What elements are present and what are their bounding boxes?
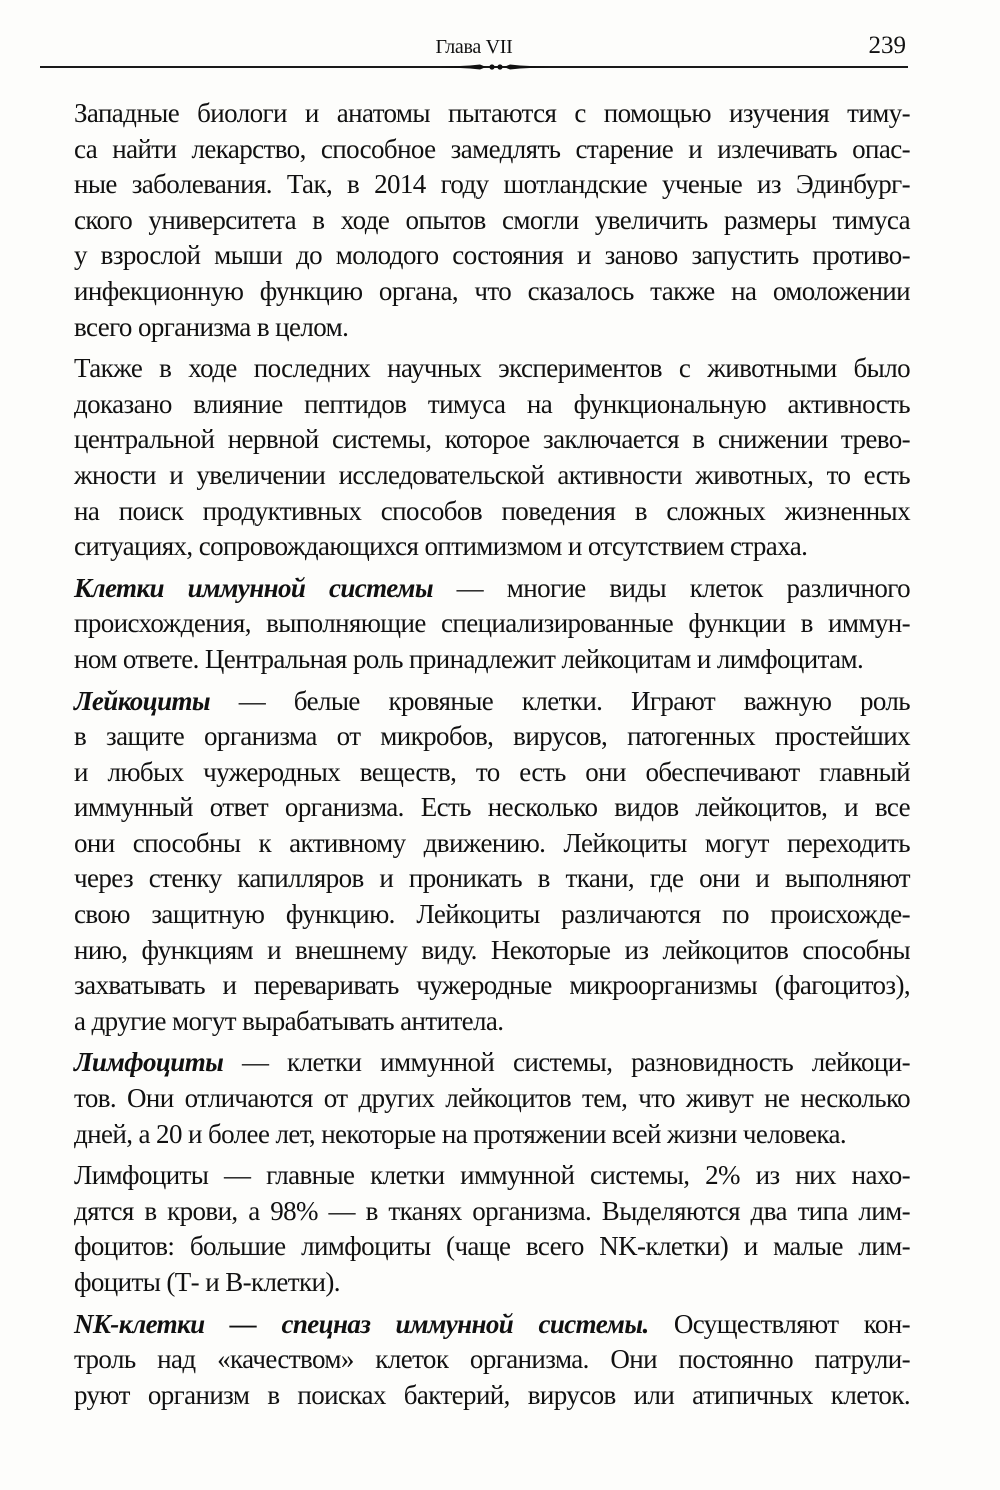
defined-term: Лейкоциты [74, 685, 211, 716]
text-line: центральной нервной системы, которое заключается в снижении трево- [74, 424, 910, 455]
paragraph [74, 1045, 910, 1152]
text-line: Лимфоциты — главные клетки иммунной системы, 2% из них нахо- [74, 1160, 910, 1191]
text-line: ном ответе. Центральная роль принадлежит лейкоцитам и лимфоцитам. [74, 643, 864, 674]
defined-term: NK-клетки — спецназ иммунной системы. [74, 1308, 649, 1339]
defined-term: Клетки иммунной системы [74, 572, 433, 603]
paragraph [74, 96, 910, 345]
text-line: через стенку капилляров и проникать в ткани, где они и выполняют [74, 863, 910, 894]
text-line: нию, функциям и внешнему виду. Некоторые из лейкоцитов способны [74, 934, 910, 965]
text-line: ситуациях, сопровождающихся оптимизмом и отсутствием страха. [74, 531, 808, 562]
text-line: всего организма в целом. [74, 311, 349, 342]
text-line: свою защитную функцию. Лейкоциты различаются по происхожде- [74, 899, 910, 930]
paragraph [74, 571, 910, 678]
paragraph [74, 684, 910, 1040]
text-line: происхождения, выполняющие специализированные функции в иммун- [74, 608, 910, 639]
text-line: Лимфоциты — клетки иммунной системы, разновидность лейкоци- [74, 1047, 910, 1078]
text-line: троль над «качеством» клеток организма. Они постоянно патрули- [74, 1344, 910, 1375]
defined-term: Лимфоциты [74, 1047, 224, 1078]
text-line: Клетки иммунной системы — многие виды клеток различного [74, 572, 910, 603]
text-line: Лейкоциты — белые кровяные клетки. Играют важную роль [74, 685, 910, 716]
rule-ornament-icon [440, 63, 550, 71]
running-header [40, 30, 908, 70]
text-line: фоциты (Т- и В-клетки). [74, 1267, 340, 1297]
text-line: руют организм в поисках бактерий, вирусов или атипичных клеток. [74, 1379, 910, 1410]
text-line: они способны к активному движению. Лейкоциты могут переходить [74, 827, 910, 858]
text-line: дней, а 20 и более лет, некоторые на протяжении всей жизни человека. [74, 1118, 847, 1149]
text-line: жности и увеличении исследовательской активности животных, то есть [74, 459, 910, 490]
text-line: ского университета в ходе опытов смогли увеличить размеры тимуса [74, 204, 910, 235]
text-line: Также в ходе последних научных экспериментов с животными было [74, 353, 910, 384]
text-line: NK-клетки — спецназ иммунной системы. Осуществляют кон- [74, 1308, 910, 1339]
text-line: иммунный ответ организма. Есть несколько видов лейкоцитов, и все [74, 792, 910, 823]
page-number: 239 [868, 32, 906, 59]
text-line: Западные биологи и анатомы пытаются с помощью изучения тиму- [74, 98, 910, 128]
text-line: инфекционную функцию органа, что сказалось также на омоложении [74, 275, 910, 306]
paragraph [74, 351, 910, 565]
text-line: дятся в крови, а 98% — в тканях организма. Выделяются два типа лим- [74, 1195, 910, 1226]
text-line: ные заболевания. Так, в 2014 году шотландские ученые из Эдинбург- [74, 169, 910, 200]
page-body [74, 96, 910, 1413]
text-line: тов. Они отличаются от других лейкоцитов тем, что живут не несколько [74, 1083, 910, 1114]
text-line: са найти лекарство, способное замедлять старение и излечивать опас- [74, 133, 910, 164]
text-line: а другие могут вырабатывать антитела. [74, 1005, 504, 1036]
text-line: захватывать и переваривать чужеродные микроорганизмы (фагоцитоз), [74, 970, 910, 1001]
chapter-title: Глава VII [435, 36, 513, 58]
text-line: фоцитов: большие лимфоциты (чаще всего NK-клетки) и малые лим- [74, 1231, 910, 1262]
paragraph [74, 1158, 910, 1300]
paragraph [74, 1307, 910, 1414]
text-line: в защите организма от микробов, вирусов, патогенных простейших [74, 721, 910, 752]
text-line: у взрослой мыши до молодого состояния и заново запустить противо- [74, 240, 910, 271]
text-line: на поиск продуктивных способов поведения в сложных жизненных [74, 495, 910, 526]
text-line: и любых чужеродных веществ, то есть они обеспечивают главный [74, 756, 910, 787]
text-line: доказано влияние пептидов тимуса на функциональную активность [74, 388, 910, 419]
